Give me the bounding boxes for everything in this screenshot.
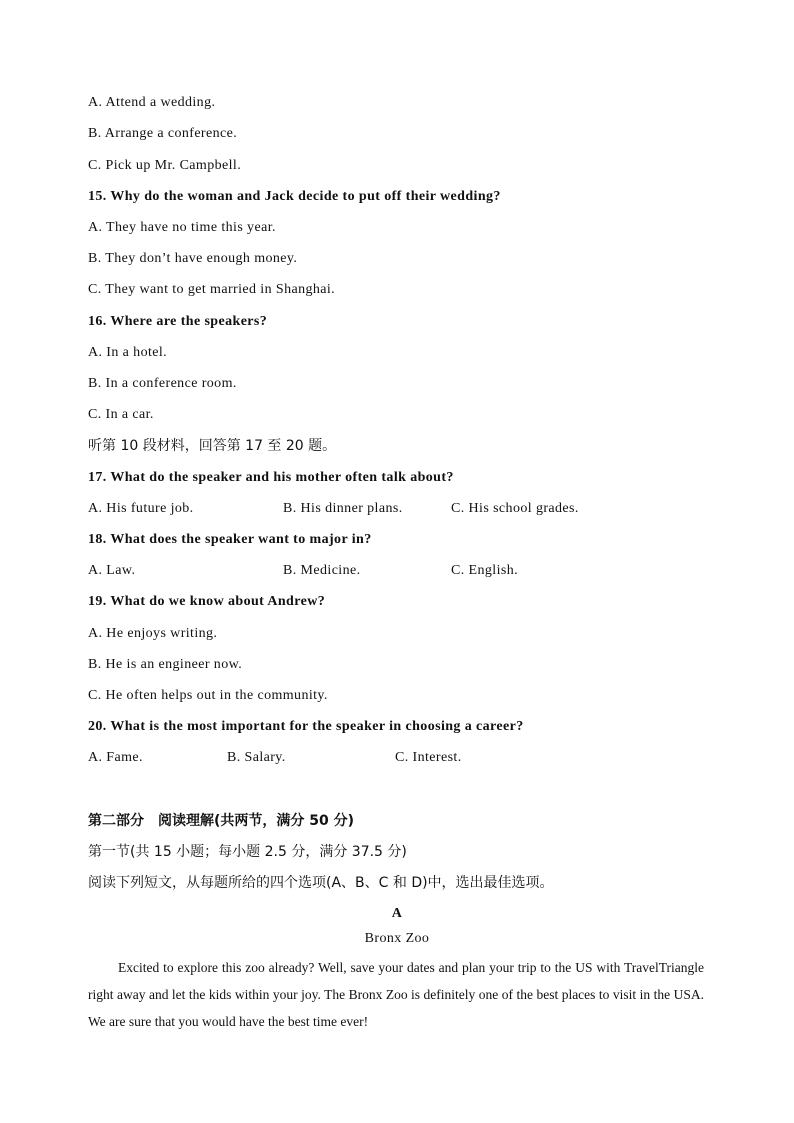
passage-title: Bronx Zoo xyxy=(364,931,430,946)
part2-heading: 第二部分 阅读理解(共两节，满分 50 分) xyxy=(88,813,355,829)
q18-option-b: B. Medicine. xyxy=(283,563,361,578)
q15-option-b: B. They don’t have enough money. xyxy=(88,251,298,266)
q18-option-a: A. Law. xyxy=(88,563,136,578)
q17-option-c: C. His school grades. xyxy=(451,501,579,516)
q20-option-c: C. Interest. xyxy=(395,750,462,765)
q19-option-b: B. He is an engineer now. xyxy=(88,657,243,672)
q19-question: 19. What do we know about Andrew? xyxy=(88,594,326,609)
q14-option-a: A. Attend a wedding. xyxy=(88,95,216,110)
q20-option-b: B. Salary. xyxy=(227,750,286,765)
q18-question: 18. What does the speaker want to major in? xyxy=(88,532,372,547)
q15-option-c: C. They want to get married in Shanghai. xyxy=(88,282,336,297)
passage-text: Excited to explore this zoo already? Well, save your dates and plan your trip to the US with TravelTriangle right away and let the kids within your joy. The Bronx Zoo is definitely one of the best places to visit in the USA. We are sure that you would have the best time ever! xyxy=(88,960,704,1029)
q17-option-a: A. His future job. xyxy=(88,501,194,516)
part2-section1: 第一节(共 15 小题；每小题 2.5 分，满分 37.5 分) xyxy=(88,844,407,860)
q15-question: 15. Why do the woman and Jack decide to put off their wedding? xyxy=(88,189,501,204)
passage-label: A xyxy=(391,906,403,921)
q16-question: 16. Where are the speakers? xyxy=(88,314,268,329)
q18-option-c: C. English. xyxy=(451,563,519,578)
q16-option-b: B. In a conference room. xyxy=(88,376,237,391)
q17-question: 17. What do the speaker and his mother often talk about? xyxy=(88,470,454,485)
q15-option-a: A. They have no time this year. xyxy=(88,220,276,235)
q19-option-c: C. He often helps out in the community. xyxy=(88,688,328,703)
q16-option-c: C. In a car. xyxy=(88,407,154,422)
q14-option-c: C. Pick up Mr. Campbell. xyxy=(88,158,242,173)
q20-option-a: A. Fame. xyxy=(88,750,143,765)
section10-instruction: 听第 10 段材料，回答第 17 至 20 题。 xyxy=(88,438,337,454)
q19-option-a: A. He enjoys writing. xyxy=(88,626,218,641)
q16-option-a: A. In a hotel. xyxy=(88,345,168,360)
q17-option-b: B. His dinner plans. xyxy=(283,501,403,516)
q14-option-b: B. Arrange a conference. xyxy=(88,126,238,141)
q20-question: 20. What is the most important for the speaker in choosing a career? xyxy=(88,719,524,734)
part2-instruction: 阅读下列短文，从每题所给的四个选项(A、B、C 和 D)中，选出最佳选项。 xyxy=(88,875,554,891)
